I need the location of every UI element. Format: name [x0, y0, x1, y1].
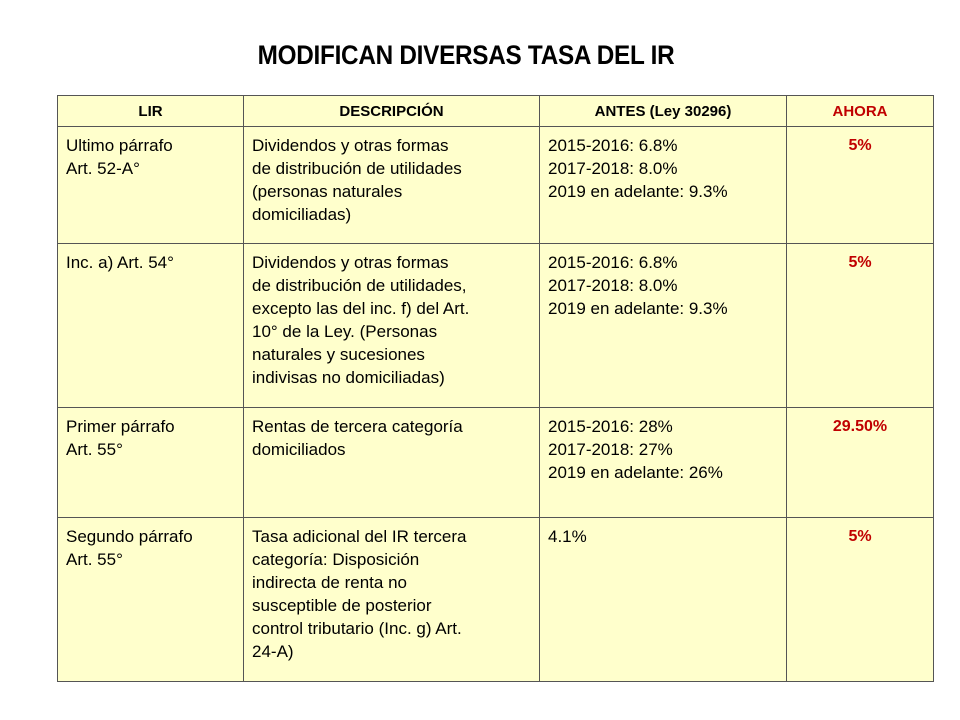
header-descripcion: DESCRIPCIÓN [244, 96, 540, 127]
cell-text: 4.1% [548, 527, 587, 546]
cell-text: 2019 en adelante: 9.3% [548, 299, 728, 318]
cell-text: naturales y sucesiones [252, 345, 425, 364]
cell-descripcion [244, 244, 540, 408]
cell-text: 2015-2016: 28% [548, 417, 673, 436]
cell-antes [540, 244, 787, 408]
cell-ahora: 29.50% [787, 408, 934, 518]
header-lir: LIR [58, 96, 244, 127]
cell-ahora: 5% [787, 518, 934, 682]
cell-text: indirecta de renta no [252, 573, 407, 592]
cell-descripcion [244, 518, 540, 682]
cell-text: Tasa adicional del IR tercera [252, 527, 467, 546]
cell-text: 2019 en adelante: 9.3% [548, 182, 728, 201]
cell-text: Inc. a) Art. 54° [66, 253, 174, 272]
table-row [58, 127, 934, 244]
table-row [58, 244, 934, 408]
cell-text: excepto las del inc. f) del Art. [252, 299, 470, 318]
cell-antes [540, 408, 787, 518]
cell-text: Primer párrafo [66, 417, 175, 436]
cell-text: 2019 en adelante: 26% [548, 463, 723, 482]
cell-antes [540, 518, 787, 682]
cell-text: de distribución de utilidades [252, 159, 462, 178]
table-row [58, 518, 934, 682]
page-title: MODIFICAN DIVERSAS TASA DEL IR [257, 40, 675, 70]
cell-antes [540, 127, 787, 244]
cell-lir [58, 408, 244, 518]
cell-lir [58, 127, 244, 244]
cell-text: Rentas de tercera categoría [252, 417, 463, 436]
cell-text: susceptible de posterior [252, 596, 432, 615]
header-ahora: AHORA [787, 96, 934, 127]
cell-text: categoría: Disposición [252, 550, 420, 569]
cell-text: Art. 55° [66, 550, 123, 569]
cell-text: Dividendos y otras formas [252, 136, 449, 155]
cell-text: 2015-2016: 6.8% [548, 253, 678, 272]
cell-ahora: 5% [787, 244, 934, 408]
cell-text: 2017-2018: 8.0% [548, 276, 678, 295]
cell-text: indivisas no domiciliadas) [252, 368, 445, 387]
cell-text: 24-A) [252, 642, 294, 661]
cell-text: Segundo párrafo [66, 527, 193, 546]
tax-rate-table [57, 95, 934, 682]
cell-text: Ultimo párrafo [66, 136, 173, 155]
cell-text: Art. 52-A° [66, 159, 140, 178]
cell-text: (personas naturales [252, 182, 403, 201]
cell-text: control tributario (Inc. g) Art. [252, 619, 462, 638]
cell-text: Art. 55° [66, 440, 123, 459]
table-header-row [58, 96, 934, 127]
cell-descripcion [244, 127, 540, 244]
cell-lir [58, 244, 244, 408]
cell-text: de distribución de utilidades, [252, 276, 467, 295]
cell-text: 2017-2018: 27% [548, 440, 673, 459]
cell-text: 2017-2018: 8.0% [548, 159, 678, 178]
cell-ahora: 5% [787, 127, 934, 244]
header-antes: ANTES (Ley 30296) [540, 96, 787, 127]
table-row [58, 408, 934, 518]
cell-text: domiciliados [252, 440, 346, 459]
cell-lir [58, 518, 244, 682]
cell-text: Dividendos y otras formas [252, 253, 449, 272]
cell-text: 2015-2016: 6.8% [548, 136, 678, 155]
cell-text: domiciliadas) [252, 205, 352, 224]
cell-descripcion [244, 408, 540, 518]
cell-text: 10° de la Ley. (Personas [252, 322, 438, 341]
